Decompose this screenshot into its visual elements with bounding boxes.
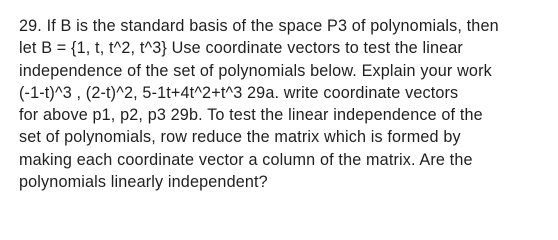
- question-line-8: polynomials linearly independent?: [19, 173, 268, 192]
- question-line-6: set of polynomials, row reduce the matrix which is formed by: [19, 128, 461, 147]
- question-line-1: 29. If B is the standard basis of the space P3 of polynomials, then: [19, 17, 499, 35]
- question-line-3: independence of the set of polynomials below. Explain your work: [19, 61, 492, 80]
- question-line-2: let B = {1, t, t^2, t^3} Use coordinate vectors to test the linear: [19, 39, 463, 58]
- question-text: [19, 15, 540, 193]
- question-line-5: for above p1, p2, p3 29b. To test the linear independence of the: [19, 106, 483, 125]
- question-line-7: making each coordinate vector a column of the matrix. Are the: [19, 150, 473, 169]
- question-line-4: (-1-t)^3 , (2-t)^2, 5-1t+4t^2+t^3 29a. write coordinate vectors: [19, 83, 459, 102]
